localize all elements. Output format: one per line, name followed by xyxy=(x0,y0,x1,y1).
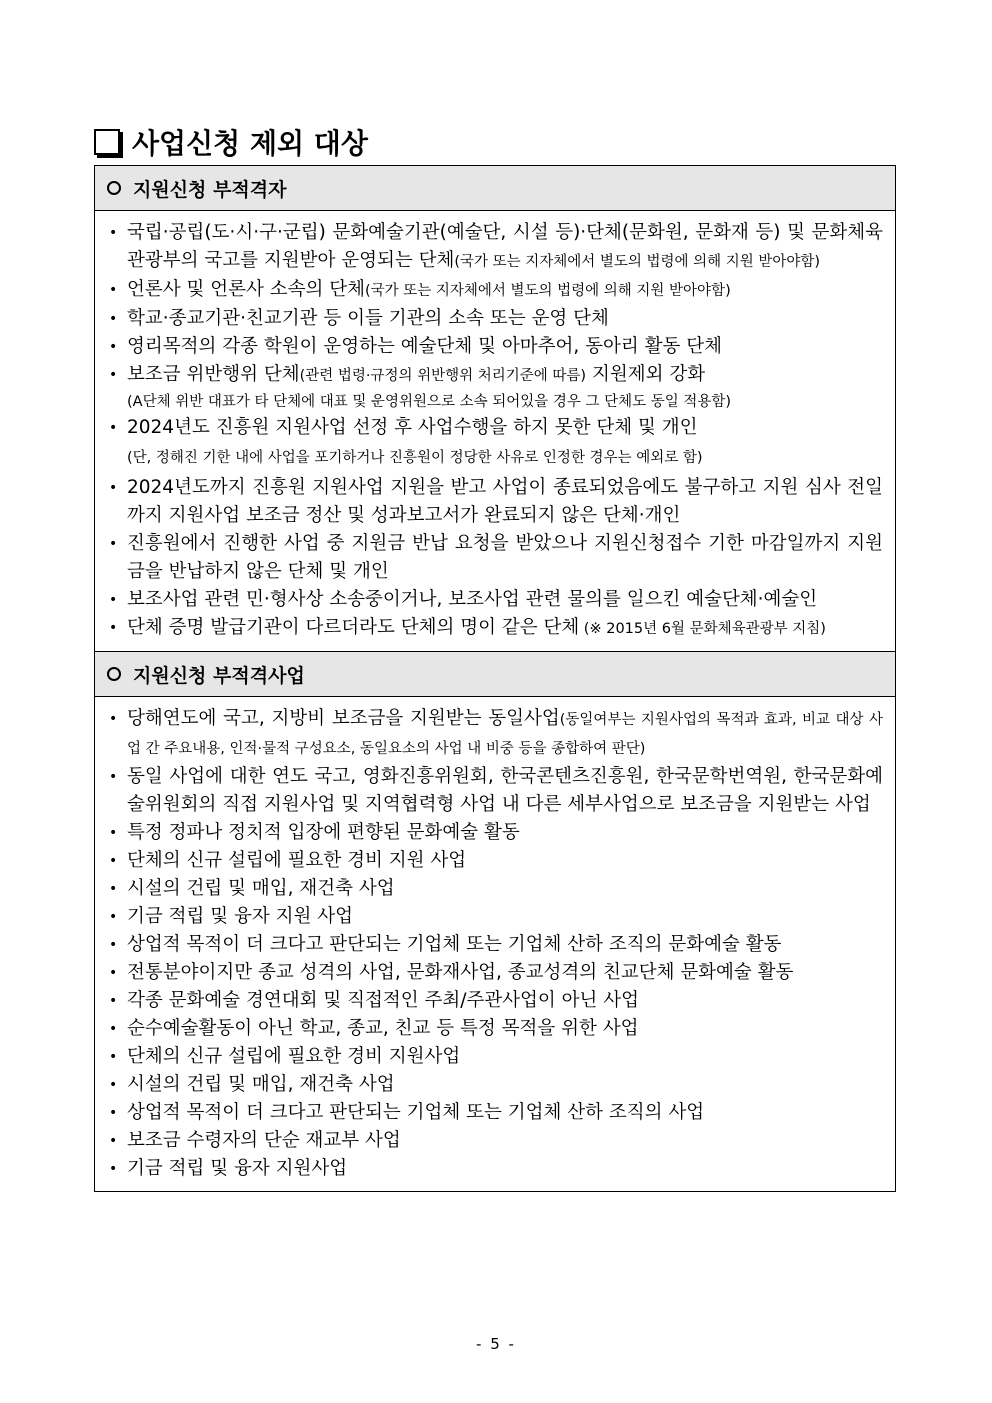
item-text: 각종 문화예술 경연대회 및 직접적인 주최/주관사업이 아닌 사업 xyxy=(127,990,640,1011)
bullet-icon: • xyxy=(109,225,118,241)
list-item xyxy=(109,361,883,390)
bullet-icon: • xyxy=(109,1049,118,1065)
bullet-icon: • xyxy=(109,311,118,327)
list-item xyxy=(109,931,883,959)
page-title xyxy=(94,122,368,162)
bullet-icon: • xyxy=(109,1077,118,1093)
item-text: 국립·공립(도·시·구·군립) 문화예술기관(예술단, 시설 등)·단체(문화원, 문화재 등) 및 문화체육관광부의 국고를 지원받아 운영되는 단체 xyxy=(127,222,883,271)
ineligible-projects-list xyxy=(95,697,895,1191)
bullet-icon: • xyxy=(109,853,118,869)
item-text: 보조금 수령자의 단순 재교부 사업 xyxy=(127,1130,401,1151)
item-tail: 지원제외 강화 xyxy=(586,364,706,385)
item-text: 전통분야이지만 종교 성격의 사업, 문화재사업, 종교성격의 친교단체 문화예술 활동 xyxy=(127,962,794,983)
list-item xyxy=(109,903,883,931)
bullet-icon: • xyxy=(109,881,118,897)
bullet-icon: • xyxy=(109,1105,118,1121)
section-heading-ineligible-applicants xyxy=(95,166,895,211)
item-note: (관련 법령·규정의 위반행위 처리기준에 따름) xyxy=(299,368,587,384)
list-item xyxy=(109,1155,883,1183)
bullet-icon: • xyxy=(109,993,118,1009)
bullet-icon: • xyxy=(109,1021,118,1037)
section-heading-text: 지원신청 부적격자 xyxy=(133,178,287,201)
item-text: 영리목적의 각종 학원이 운영하는 예술단체 및 아마추어, 동아리 활동 단체 xyxy=(127,336,722,357)
item-text: 시설의 건립 및 매입, 재건축 사업 xyxy=(127,878,395,899)
item-text: 당해연도에 국고, 지방비 보조금을 지원받는 동일사업 xyxy=(127,708,560,729)
page-title-text: 사업신청 제외 대상 xyxy=(132,127,368,160)
section-heading-ineligible-projects xyxy=(95,651,895,697)
list-item xyxy=(109,1099,883,1127)
list-item xyxy=(109,1127,883,1155)
item-text: 시설의 건립 및 매입, 재건축 사업 xyxy=(127,1074,395,1095)
list-item xyxy=(109,614,883,643)
list-item xyxy=(109,276,883,305)
list-item xyxy=(109,763,883,819)
bullet-icon: • xyxy=(109,367,118,383)
list-item xyxy=(109,959,883,987)
list-item xyxy=(109,530,883,586)
page-number: - 5 - xyxy=(476,1335,516,1353)
list-item xyxy=(109,414,883,442)
bullet-icon: • xyxy=(109,937,118,953)
bullet-icon: • xyxy=(109,965,118,981)
item-subnote: (단, 정해진 기한 내에 사업을 포기하거나 진흥원이 정당한 사유로 인정한 경우는 예외로 함) xyxy=(127,450,703,466)
bullet-icon: • xyxy=(109,1133,118,1149)
item-note: (※ 2015년 6월 문화체육관광부 지침) xyxy=(579,621,826,637)
list-item xyxy=(109,1043,883,1071)
item-text: 특정 정파나 정치적 입장에 편향된 문화예술 활동 xyxy=(127,822,520,843)
list-item xyxy=(109,1071,883,1099)
bullet-icon: • xyxy=(109,282,118,298)
bullet-icon: • xyxy=(109,420,118,436)
list-item xyxy=(109,219,883,276)
item-text: 동일 사업에 대한 연도 국고, 영화진흥위원회, 한국콘텐츠진흥원, 한국문학번역원, 한국문화예술위원회의 직접 지원사업 및 지역협력형 사업 내 다른 세부사업으로 보조금을 지원받는 사업 xyxy=(127,766,883,815)
list-item xyxy=(109,305,883,333)
item-text: 상업적 목적이 더 크다고 판단되는 기업체 또는 기업체 산하 조직의 사업 xyxy=(127,1102,705,1123)
list-item xyxy=(109,586,883,614)
bullet-icon: • xyxy=(109,339,118,355)
item-text: 기금 적립 및 융자 지원 사업 xyxy=(127,906,353,927)
list-item xyxy=(109,987,883,1015)
list-item xyxy=(109,333,883,361)
bullet-icon: • xyxy=(109,480,118,496)
list-item xyxy=(109,847,883,875)
list-item xyxy=(109,705,883,763)
item-text: 순수예술활동이 아닌 학교, 종교, 친교 등 특정 목적을 위한 사업 xyxy=(127,1018,639,1039)
bullet-icon: • xyxy=(109,620,118,636)
list-item xyxy=(109,875,883,903)
content-frame xyxy=(94,165,896,1192)
list-item xyxy=(109,1015,883,1043)
circle-icon xyxy=(107,667,121,681)
circle-icon xyxy=(107,181,121,195)
item-text: 단체의 신규 설립에 필요한 경비 지원사업 xyxy=(127,1046,461,1067)
item-text: 2024년도 진흥원 지원사업 선정 후 사업수행을 하지 못한 단체 및 개인 xyxy=(127,417,698,438)
bullet-icon: • xyxy=(109,909,118,925)
bullet-icon: • xyxy=(109,825,118,841)
item-text: 보조사업 관련 민·형사상 소송중이거나, 보조사업 관련 물의를 일으킨 예술단체·예술인 xyxy=(127,589,818,610)
item-subnote: (A단체 위반 대표가 타 단체에 대표 및 운영위원으로 소속 되어있을 경우 그 단체도 동일 적용함) xyxy=(127,394,732,410)
list-item xyxy=(109,819,883,847)
ineligible-applicants-list xyxy=(95,211,895,651)
item-text: 보조금 위반행위 단체 xyxy=(127,364,300,385)
item-text: 진흥원에서 진행한 사업 중 지원금 반납 요청을 받았으나 지원신청접수 기한 마감일까지 지원금을 반납하지 않은 단체 및 개인 xyxy=(127,533,883,582)
bullet-icon: • xyxy=(109,592,118,608)
item-text: 기금 적립 및 융자 지원사업 xyxy=(127,1158,348,1179)
bullet-icon: • xyxy=(109,711,118,727)
item-text: 2024년도까지 진흥원 지원사업 지원을 받고 사업이 종료되었음에도 불구하고 지원 심사 전일까지 지원사업 보조금 정산 및 성과보고서가 완료되지 않은 단체·개인 xyxy=(127,477,883,526)
bullet-icon: • xyxy=(109,1161,118,1177)
item-text: 학교·종교기관·친교기관 등 이들 기관의 소속 또는 운영 단체 xyxy=(127,308,609,329)
item-text: 언론사 및 언론사 소속의 단체 xyxy=(127,279,365,300)
item-text: 단체의 신규 설립에 필요한 경비 지원 사업 xyxy=(127,850,467,871)
bullet-icon: • xyxy=(109,536,118,552)
list-item xyxy=(109,474,883,530)
item-text: 단체 증명 발급기관이 다르더라도 단체의 명이 같은 단체 xyxy=(127,617,580,638)
item-note: (국가 또는 지자체에서 별도의 법령에 의해 지원 받아야함) xyxy=(364,283,731,299)
item-note: (동일여부는 지원사업의 목적과 효과, 비교 대상 사업 간 주요내용, 인적·물적 구성요소, 동일요소의 사업 내 비중 등을 종합하여 판단) xyxy=(127,712,883,757)
bullet-icon: • xyxy=(109,769,118,785)
checkbox-square-icon xyxy=(94,129,120,155)
item-note: (국가 또는 지자체에서 별도의 법령에 의해 지원 받아야함) xyxy=(454,254,821,270)
item-text: 상업적 목적이 더 크다고 판단되는 기업체 또는 기업체 산하 조직의 문화예술 활동 xyxy=(127,934,782,955)
section-heading-text: 지원신청 부적격사업 xyxy=(133,664,305,687)
